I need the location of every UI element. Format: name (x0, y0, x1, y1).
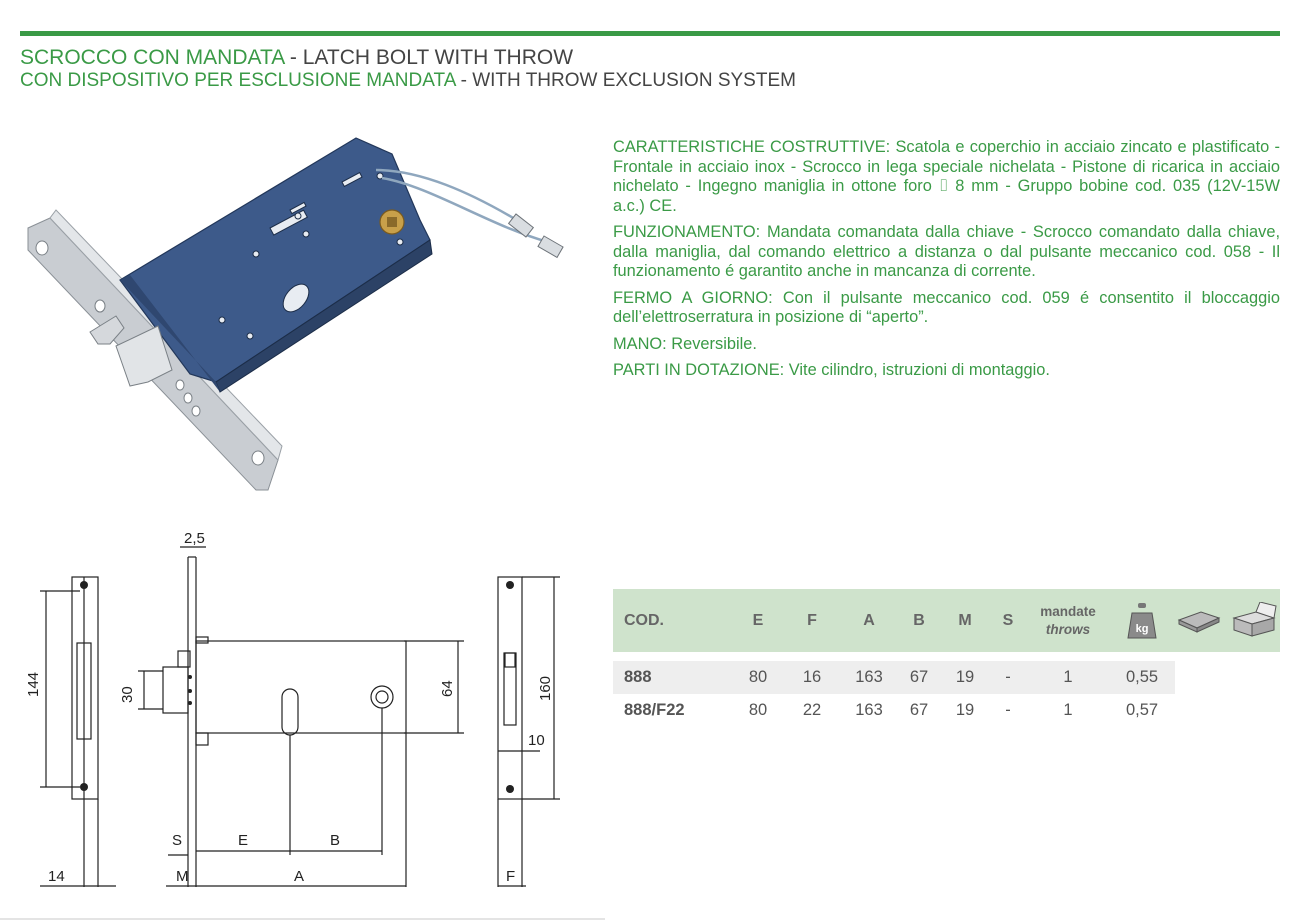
description-hand: MANO: Reversibile. (613, 334, 757, 353)
table-row: 888 80 16 163 67 19 - 1 0,55 (613, 661, 1175, 694)
label-a: A (294, 868, 305, 885)
top-rule (20, 31, 1280, 36)
label-s: S (172, 832, 183, 849)
col-a: A (863, 611, 875, 629)
dim-160: 160 (537, 675, 554, 701)
col-f: F (807, 611, 817, 629)
bottom-divider (0, 918, 605, 920)
weight-icon (1125, 589, 1159, 652)
col-throws: mandate throws (1040, 603, 1096, 637)
dim-14: 14 (48, 868, 65, 885)
dim-10: 10 (528, 732, 545, 749)
dim-plate-thickness: 2,5 (184, 530, 205, 547)
dim-64: 64 (439, 680, 456, 697)
description-included-parts: PARTI IN DOTAZIONE: Vite cilindro, istruzioni di montaggio. (613, 361, 1050, 379)
product-description (613, 138, 1280, 388)
dim-30: 30 (119, 686, 136, 703)
table-row: 888/F22 80 22 163 67 19 - 1 0,57 (624, 701, 1159, 719)
col-cod: COD. (624, 611, 664, 629)
col-s: S (1002, 611, 1014, 629)
description-construction: CARATTERISTICHE COSTRUTTIVE: Scatola e coperchio in acciaio zincato e plastificato - Frontale in acciaio inox - Scrocco in lega speciale nichelata - Pistone di ricarica in acciaio nichelato - Ingegno maniglia in ottone foro ⌷ 8 mm - Gruppo bobine cod. 035 (12V-15W a.c.) CE. (613, 138, 1280, 215)
description-operation: FUNZIONAMENTO: Mandata comandata dalla chiave - Scrocco comandato dalla chiave, dalla maniglia, dal comando elettrico a distanza o dal pulsante meccanico cod. 058 - Il funzionamento é garantito anche in mancanza di corrente. (613, 223, 1280, 280)
lock-product-image (20, 130, 580, 500)
description-day-latch: FERMO A GIORNO: Con il pulsante meccanico cod. 059 é consentito il bloccaggio dell’elettroserratura in posizione di “aperto”. (613, 288, 1280, 326)
spec-table (613, 589, 1280, 727)
box-closed-icon (1177, 589, 1221, 652)
spec-table-header (613, 589, 1280, 652)
label-f: F (506, 868, 516, 885)
svg-text:kg: kg (1135, 622, 1149, 635)
label-e: E (238, 832, 249, 849)
label-m: M (176, 868, 189, 885)
col-e: E (752, 611, 764, 629)
page-title: SCROCCO CON MANDATA - LATCH BOLT WITH THROW (20, 46, 574, 69)
technical-drawing (20, 525, 600, 915)
col-m: M (958, 611, 972, 629)
box-open-icon (1230, 589, 1278, 652)
label-b: B (330, 832, 341, 849)
dim-144: 144 (25, 671, 42, 697)
page-subtitle: CON DISPOSITIVO PER ESCLUSIONE MANDATA - WITH THROW EXCLUSION SYSTEM (20, 70, 796, 91)
page-header (20, 46, 796, 92)
col-b: B (913, 611, 925, 629)
